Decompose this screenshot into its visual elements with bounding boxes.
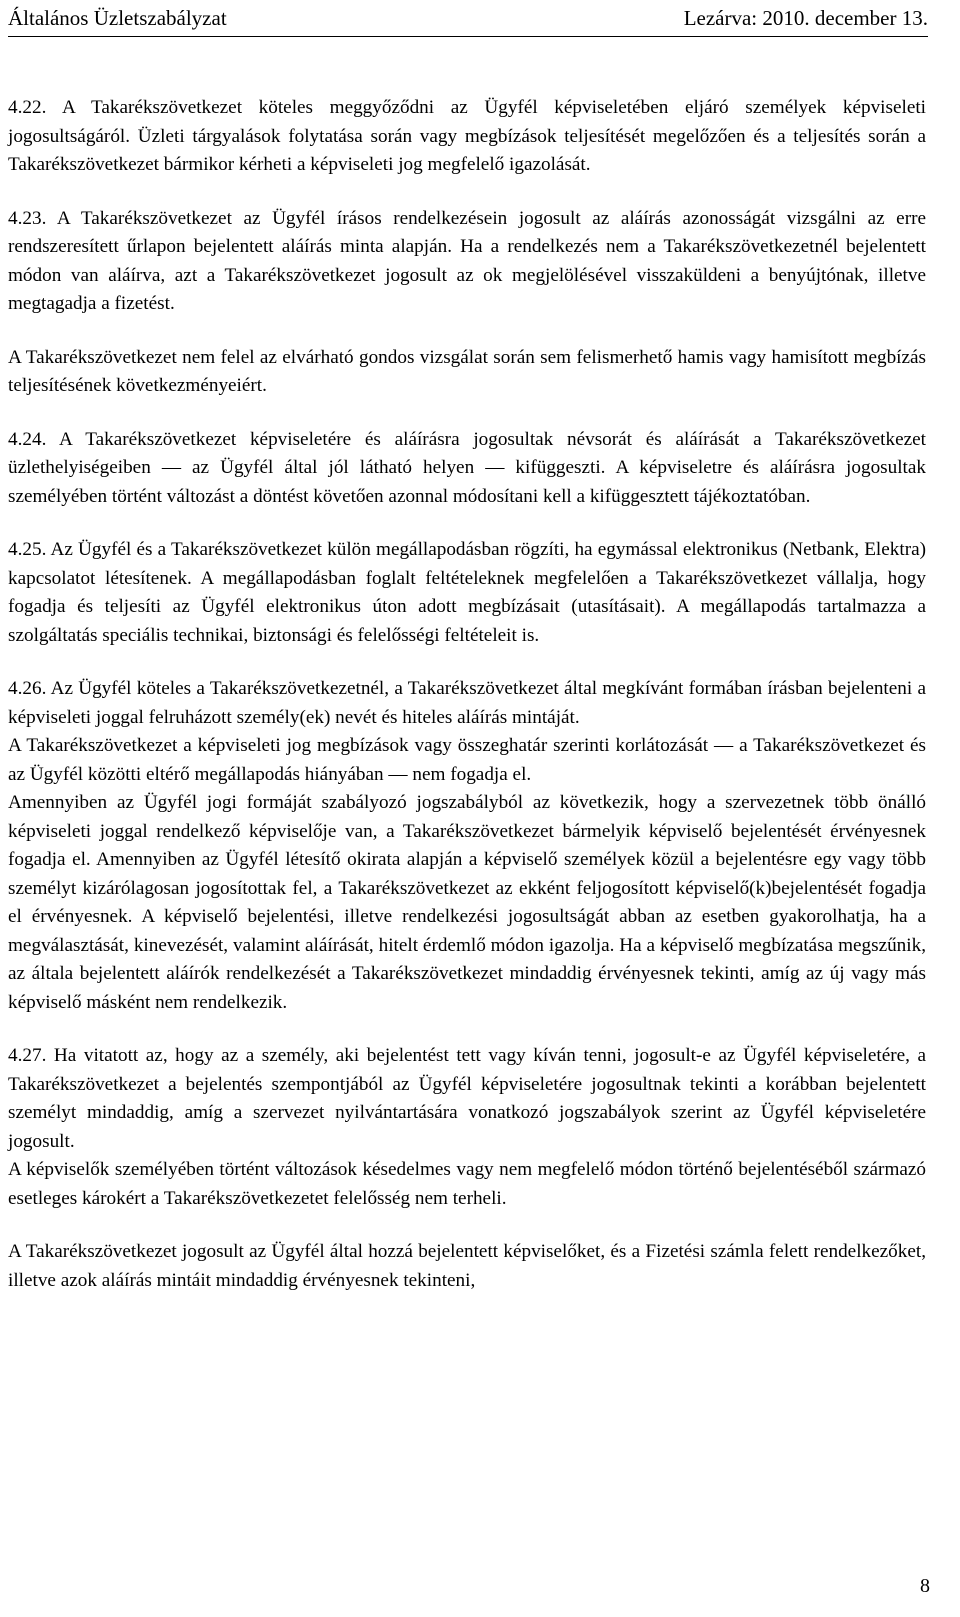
- section-4-26-representatives: Amennyiben az Ügyfél jogi formáját szabályozó jogszabályból az következik, hogy a szervezetnek több önálló képviseleti joggal rendelkező képviselője van, a Takarékszövetkezet bármelyik képviselő bejelentését érvényesnek fogadja el. Amennyiben az Ügyfél létesítő okirata alapján a képviselő személyek közül a bejelentésre egy vagy több személyt kizárólagosan jogosítottak fel, a Takarékszövetkezet az ekként feljogosított képviselő(k)bejelentését fogadja el érvényesnek. A képviselő bejelentési, illetve rendelkezési jogosultságát abban az esetben gyakorolhatja, ha a megválasztását, kinevezését, valamint aláírását, hitelt érdemlő módon igazolja. Ha a képviselő megbízatása megszűnik, az általa bejelentett aláírók rendelkezését a Takarékszövetkezet mindaddig érvényesnek tekinti, amíg az új vagy más képviselő másként nem rendelkezik.: [8, 792, 926, 1013]
- section-4-27-changes: A képviselők személyében történt változások késedelmes vagy nem megfelelő módon történő bejelentéséből származó esetleges károkért a Takarékszövetkezetet felelősség nem terheli.: [8, 1159, 926, 1209]
- section-4-24: 4.24. A Takarékszövetkezet képviseletére és aláírásra jogosultak névsorát és aláírását a Takarékszövetkezet üzlethelyiségeiben — az Ügyfél által jól látható helyen — kifüggeszti. A képviseletre és aláírásra jogosultak személyében történt változást a döntést követően azonnal módosítani kell a kifüggesztett tájékoztatóban.: [8, 428, 926, 507]
- closing-date: Lezárva: 2010. december 13.: [683, 6, 928, 30]
- document-title: Általános Üzletszabályzat: [8, 6, 227, 30]
- section-4-26: 4.26. Az Ügyfél köteles a Takarékszövetkezetnél, a Takarékszövetkezet által megkívánt formában írásban bejelenteni a képviseleti joggal felruházott személy(ek) nevét és hiteles aláírás mintáját.: [8, 678, 926, 728]
- section-4-23: 4.23. A Takarékszövetkezet az Ügyfél írásos rendelkezésein jogosult az aláírás azonosságát vizsgálni az erre rendszeresített űrlapon bejelentett aláírás minta alapján. Ha a rendelkezés nem a Takarékszövetkezetnél bejelentett módon van aláírva, azt a Takarékszövetkezet jogosult az ok megjelölésével visszaküldeni a benyújtónak, illetve megtagadja a fizetést.: [8, 207, 926, 314]
- section-4-22: 4.22. A Takarékszövetkezet köteles meggyőződni az Ügyfél képviseletében eljáró személyek képviseleti jogosultságáról. Üzleti tárgyalások folytatása során vagy megbízások teljesítését megelőzően és a teljesítés során a Takarékszövetkezet bármikor kérheti a képviseleti jog megfelelő igazolását.: [8, 97, 926, 175]
- section-4-25: 4.25. Az Ügyfél és a Takarékszövetkezet külön megállapodásban rögzíti, ha egymással elektronikus (Netbank, Elektra) kapcsolatot létesítenek. A megállapodásban foglalt feltételeknek megfelelően a Takarékszövetkezet vállalja, hogy fogadja és teljesíti az Ügyfél elektronikus úton adott megbízásait (utasításait). A megállapodás tartalmazza a szolgáltatás speciális technikai, biztonsági és felelősségi feltételeit is.: [8, 539, 926, 646]
- document-body: [8, 94, 926, 1320]
- page-number: 8: [920, 1575, 930, 1597]
- section-4-27: 4.27. Ha vitatott az, hogy az a személy, aki bejelentést tett vagy kíván tenni, jogosult-e az Ügyfél képviseletére, a Takarékszövetkezet a bejelentés szempontjából az Ügyfél képviseletére jogosultnak tekinti a korábban bejelentett személyt mindaddig, amíg a szervezet nyilvántartására vonatkozó jogszabályok szerint az Ügyfél képviseletére jogosult.: [8, 1045, 926, 1152]
- section-4-27-signatories: A Takarékszövetkezet jogosult az Ügyfél által hozzá bejelentett képviselőket, és a Fizetési számla felett rendelkezőket, illetve azok aláírás mintáit mindaddig érvényesnek tekinteni,: [8, 1241, 926, 1291]
- section-4-23-liability: A Takarékszövetkezet nem felel az elvárható gondos vizsgálat során sem felismerhető hamis vagy hamisított megbízás teljesítésének következményeiért.: [8, 346, 926, 396]
- page-header: [0, 0, 960, 36]
- header-divider: [8, 36, 928, 37]
- section-4-26-limitation: A Takarékszövetkezet a képviseleti jog megbízások vagy összeghatár szerinti korlátozását — a Takarékszövetkezet és az Ügyfél közötti eltérő megállapodás hiányában — nem fogadja el.: [8, 735, 926, 785]
